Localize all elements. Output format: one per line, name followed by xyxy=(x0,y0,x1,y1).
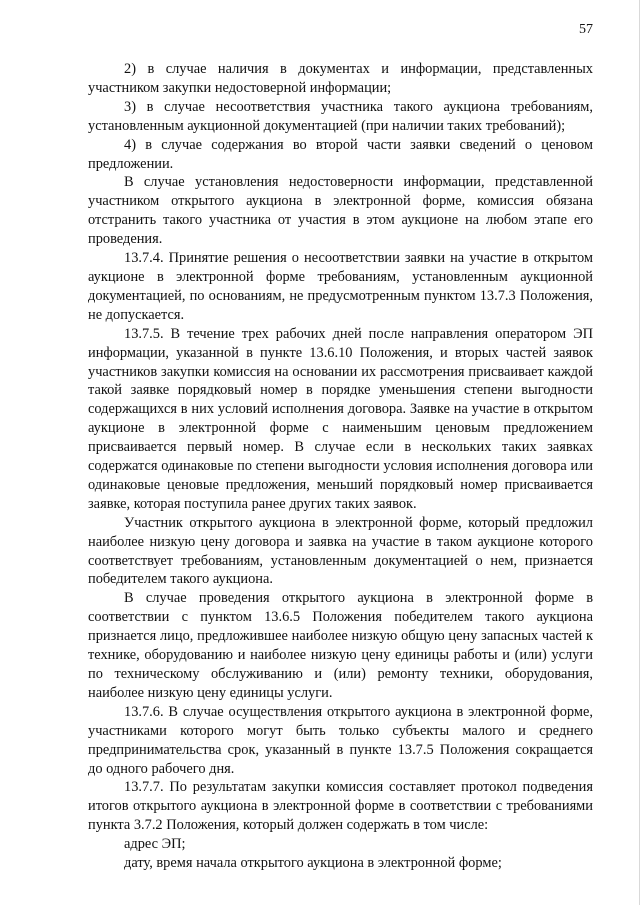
paragraph-item-2: 2) в случае наличия в документах и информации, представленных участником закупки недостоверной информации; xyxy=(88,61,593,96)
document-body xyxy=(88,60,593,873)
paragraph-item-3: 3) в случае несоответствия участника такого аукциона требованиям, установленным аукционной документацией (при наличии таких требований); xyxy=(88,98,593,134)
paragraph-13-6-5-case: В случае проведения открытого аукциона в электронной форме в соответствии с пунктом 13.6.5 Положения победителем такого аукциона признается лицо, предложившее наиболее низкую общую цену запасных частей к технике, оборудованию и наиболее низкую цену единицы работы и (или) услуги по техническому обслуживанию и (или) ремонту техники, оборудования, наиболее низкую цену единицы услуги. xyxy=(88,590,593,701)
paragraph-unreliable-info: В случае установления недостоверности информации, представленной участником открытого аукциона в электронной форме, комиссия обязана отстранить такого участника от участия в этом аукционе на любом этапе его проведения. xyxy=(88,174,593,248)
paragraph-13-7-7: 13.7.7. По результатам закупки комиссия составляет протокол подведения итогов открытого аукциона в электронной форме в соответствии с требованиями пункта 3.7.2 Положения, который должен содержать в том числе: xyxy=(88,779,593,834)
page-number: 57 xyxy=(579,22,593,37)
list-item-date-time: дату, время начала открытого аукциона в электронной форме; xyxy=(124,855,502,872)
list-item-address: адрес ЭП; xyxy=(124,836,186,853)
paragraph-13-7-5: 13.7.5. В течение трех рабочих дней после направления оператором ЭП информации, указанной в пункте 13.6.10 Положения, и вторых частей заявок участников закупки комиссия на основании их рассмотрения присваивает каждой такой заявке порядковый номер в порядке уменьшения степени выгодности содержащихся в них условий исполнения договора. Заявке на участие в открытом аукционе в электронной форме с наименьшим ценовым предложением присваивается первый номер. В случае если в нескольких таких заявках содержатся одинаковые по степени выгодности условия исполнения договора или одинаковые ценовые предложения, меньший порядковый номер присваивается заявке, которая поступила ранее других таких заявок. xyxy=(88,325,593,512)
paragraph-13-7-4: 13.7.4. Принятие решения о несоответствии заявки на участие в открытом аукционе в электронной форме требованиям, установленным аукционной документацией, по основаниям, не предусмотренным пунктом 13.7.3 Положения, не допускается. xyxy=(88,250,593,323)
paragraph-13-7-6: 13.7.6. В случае осуществления открытого аукциона в электронной форме, участниками которого могут быть только субъекты малого и среднего предпринимательства срок, указанный в пункте 13.7.5 Положения сокращается до одного рабочего дня. xyxy=(88,703,593,777)
paragraph-winner: Участник открытого аукциона в электронной форме, который предложил наиболее низкую цену договора и заявка на участие в таком аукционе которого соответствует требованиям, установленным документацией о нем, признается победителем такого аукциона. xyxy=(88,514,593,588)
paragraph-item-4: 4) в случае содержания во второй части заявки сведений о ценовом предложении. xyxy=(88,136,593,172)
